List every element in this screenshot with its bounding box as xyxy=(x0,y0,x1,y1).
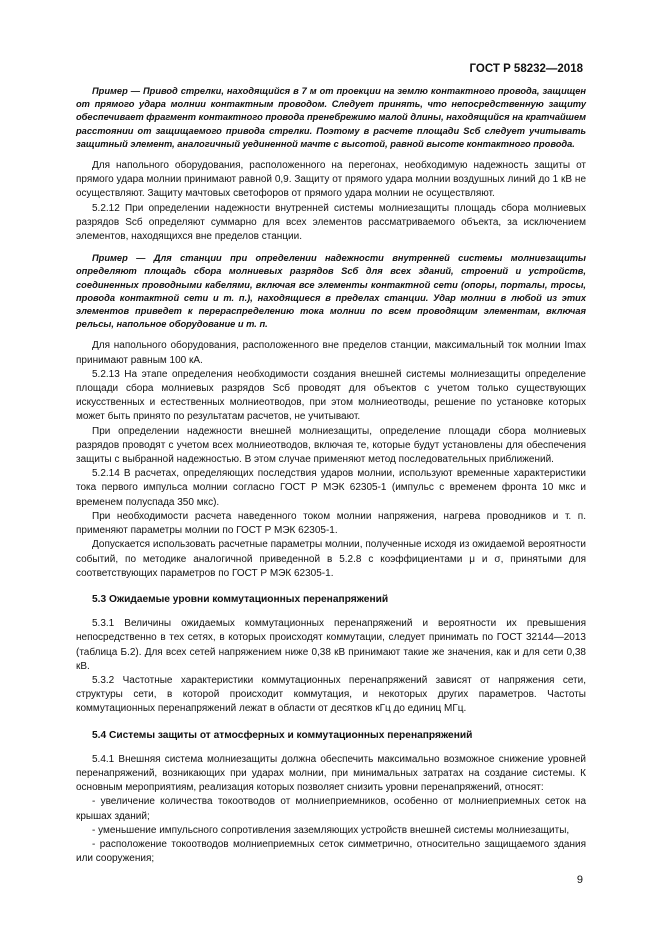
page-body xyxy=(76,85,586,866)
body-paragraph: При необходимости расчета наведенного током молнии напряжения, нагрева проводников и т. п. применяют параметры молнии по ГОСТ Р МЭК 62305-1. xyxy=(76,510,586,537)
section-heading: 5.3 Ожидаемые уровни коммутационных перенапряжений xyxy=(92,593,389,605)
list-item: - уменьшение импульсного сопротивления заземляющих устройств внешней системы молниезащиты, xyxy=(92,824,570,836)
body-paragraph: 5.2.12 При определении надежности внутренней системы молниезащиты площадь сбора молниевых разрядов Sсб определяют суммарно для всех элементов рассматриваемого объекта, за исключением элементов, находящихся вне пределов станции. xyxy=(76,202,586,243)
body-paragraph: При определении надежности внешней молниезащиты, определение площади сбора молниевых разрядов проводят с учетом всех молниеотводов, включая те, которые будут установлены для обеспечения защиты с выбранной надежностью. В этом случае применяют метод последовательных приближений. xyxy=(76,425,586,466)
body-paragraph: 5.2.14 В расчетах, определяющих последствия ударов молнии, используют временные характеристики тока первого импульса молнии согласно ГОСТ Р МЭК 62305-1 (импульс с временем фронта 10 мкс и временем полуспада 350 мкс). xyxy=(76,468,586,508)
page-number: 9 xyxy=(576,874,583,886)
list-item: - увеличение количества токоотводов от молниеприемников, особенно от молниеприемных сеток на крышах зданий; xyxy=(76,796,586,822)
section-heading: 5.4 Системы защиты от атмосферных и коммутационных перенапряжений xyxy=(92,729,473,741)
body-paragraph: 5.3.2 Частотные характеристики коммутационных перенапряжений зависят от напряжения сети, структуры сети, в которой происходит коммутация, и некоторых других параметров. Частоты коммутационных перенапряжений лежат в области от десятков кГц до единиц МГц. xyxy=(76,674,586,715)
body-paragraph: 5.2.13 На этапе определения необходимости создания внешней системы молниезащиты определение площади сбора молниевых разрядов Sсб проводят для объектов с учетом только существующих искусственных и естественных молниеотводов, при этом молниеотводы, решение по установке которых может быть принято по результатам расчетов, не учитывают. xyxy=(76,368,586,423)
body-paragraph: Для напольного оборудования, расположенного вне пределов станции, максимальный ток молнии Imax принимают равным 100 кА. xyxy=(76,340,586,366)
example-paragraph: Пример — Привод стрелки, находящийся в 7 м от проекции на землю контактного провода, защищен от прямого удара молнии контактным проводом. Следует принять, что непосредственную защиту обеспечивает фрагмент контактного провода пренебрежимо малой длины, находящийся на кратчайшем расстоянии от защищаемого привода стрелки. Поэтому в расчете площади Sсб следует учитывать защитный элемент, аналогичный уединенной мачте с высотой, равной высоте контактного провода. xyxy=(76,86,586,149)
body-paragraph: 5.3.1 Величины ожидаемых коммутационных перенапряжений и вероятности их превышения непосредственно в тех сетях, в которых происходят коммутации, следует принимать по ГОСТ 32144—2013 (таблица Б.2). Для всех сетей напряжением ниже 0,38 кВ принимают такие же значения, как и для сети 0,38 кВ. xyxy=(76,618,586,672)
example-paragraph: Пример — Для станции при определении надежности внутренней системы молниезащиты определяют площадь сбора молниевых разрядов Sсб для всех зданий, строений и устройств, соединенных проводными кабелями, включая все элементы контактной сети (опоры, порталы, тросы, провода контактной сети и т. п.), находящиеся в пределах станции. Удар молнии в любой из этих элементов приведет к перераспределению тока молнии по всем проводящим элементам, включая рельсы, напольное оборудование и т. п. xyxy=(76,253,586,330)
body-paragraph: 5.4.1 Внешняя система молниезащиты должна обеспечить максимально возможное снижение уровней перенапряжений, возникающих при ударах молнии, при минимальных затратах на создание системы. К основным мероприятиям, реализация которых позволяет снизить уровни перенапряжений, относят: xyxy=(76,753,586,794)
body-paragraph: Для напольного оборудования, расположенного на перегонах, необходимую надежность защиты от прямого удара молнии принимают равной 0,9. Защиту от прямого удара молнии воздушных линий до 1 кВ не осуществляют. Защиту мачтовых светофоров от прямого удара молнии не осуществляют. xyxy=(76,160,586,200)
list-item: - расположение токоотводов молниеприемных сеток симметрично, относительно защищаемого здания или сооружения; xyxy=(76,838,586,865)
body-paragraph: Допускается использовать расчетные параметры молнии, полученные исходя из ожидаемой вероятности событий, по методике аналогичной приведенной в 5.2.8 с коэффициентами μ и σ, принятыми для соответствующих параметров по ГОСТ Р МЭК 62305-1. xyxy=(76,539,586,579)
document-code: ГОСТ Р 58232—2018 xyxy=(469,63,583,75)
